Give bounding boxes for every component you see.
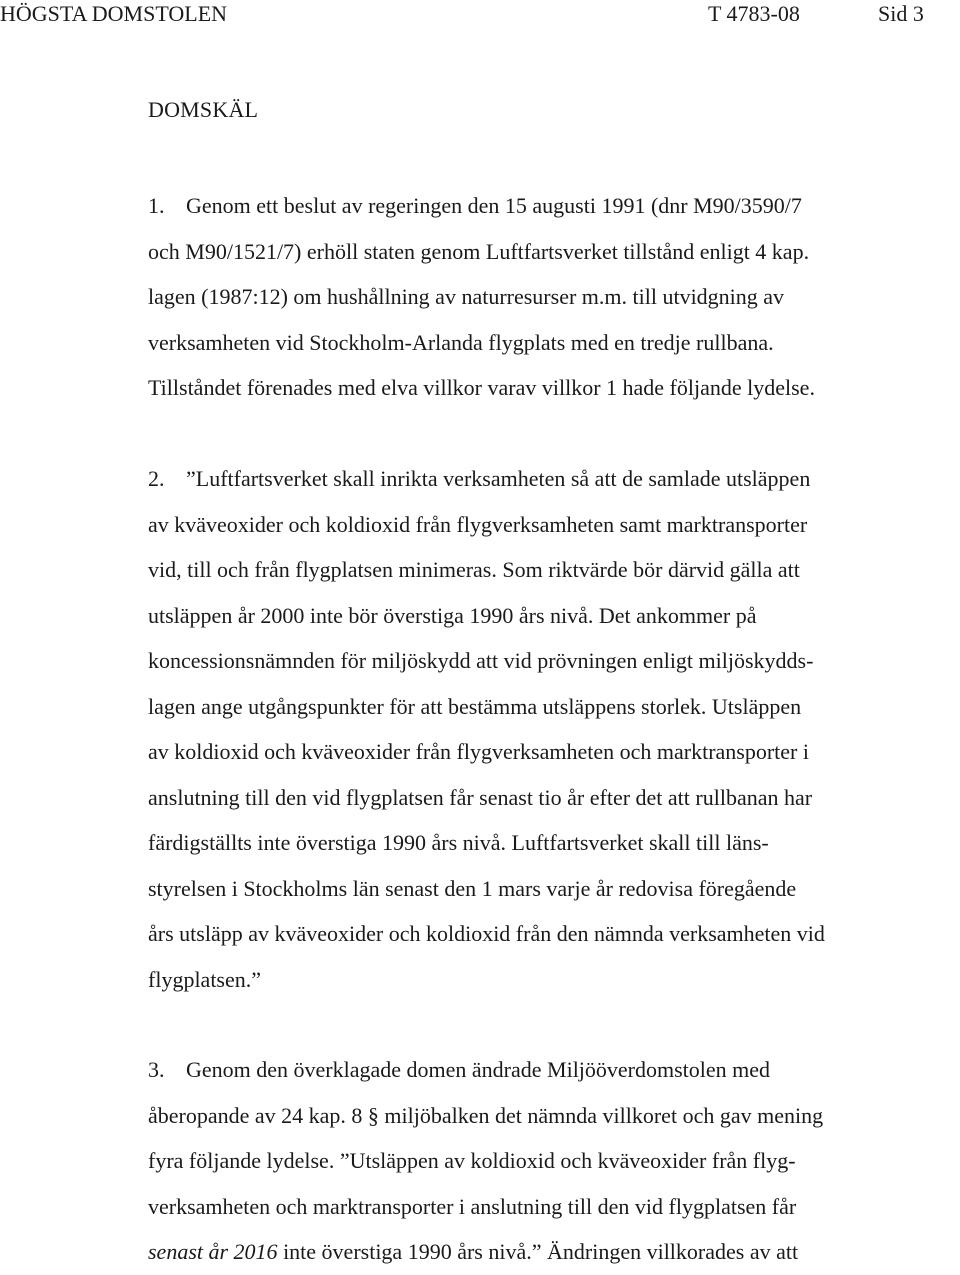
paragraph-line: åberopande av 24 kap. 8 § miljöbalken det nämnda villkoret och gav mening: [148, 1102, 824, 1128]
paragraph-line: fyra följande lydelse. ”Utsläppen av koldioxid och kväveoxider från flyg-: [148, 1148, 796, 1173]
paragraph-line: års utsläpp av kväveoxider och koldioxid från den nämnda verksamheten vid: [148, 921, 825, 946]
section-heading: DOMSKÄL: [148, 97, 259, 122]
page-header: [0, 0, 960, 32]
court-name: HÖGSTA DOMSTOLEN: [0, 1, 228, 26]
paragraph-number: 1.: [148, 193, 165, 218]
paragraph-line: färdigställts inte överstiga 1990 års nivå. Luftfartsverket skall till läns-: [148, 830, 769, 855]
paragraph-line: av kväveoxider och koldioxid från flygverksamheten samt marktransporter: [148, 511, 808, 537]
paragraph-line: styrelsen i Stockholms län senast den 1 mars varje år redovisa föregående: [148, 875, 797, 901]
paragraph-line: flygplatsen.”: [148, 966, 262, 992]
paragraph-line: vid, till och från flygplatsen minimeras. Som riktvärde bör därvid gälla att: [148, 557, 800, 582]
paragraph-line: utsläppen år 2000 inte bör överstiga 1990 års nivå. Det ankommer på: [148, 602, 757, 628]
paragraph-line: lagen ange utgångspunkter för att bestämma utsläppens storlek. Utsläppen: [148, 693, 802, 719]
paragraph-number: 2.: [148, 466, 165, 491]
paragraph-number: 3.: [148, 1057, 165, 1082]
paragraph-line: lagen (1987:12) om hushållning av naturresurser m.m. till utvidgning av: [148, 284, 785, 309]
paragraph-line: verksamheten vid Stockholm-Arlanda flygplats med en tredje rullbana.: [148, 329, 774, 355]
paragraph-2: [148, 456, 960, 1002]
paragraph-3: [148, 1047, 960, 1275]
paragraph-line: 1. Genom ett beslut av regeringen den 15 augusti 1991 (dnr M90/3590/7: [148, 183, 960, 229]
paragraph-line: och M90/1521/7) erhöll staten genom Luftfartsverket tillstånd enligt 4 kap.: [148, 238, 810, 264]
paragraph-line: 3. Genom den överklagade domen ändrade Miljööverdomstolen med: [148, 1047, 960, 1093]
paragraph-line: koncessionsnämnden för miljöskydd att vid prövningen enligt miljöskydds-: [148, 648, 814, 673]
paragraph-line: anslutning till den vid flygplatsen får senast tio år efter det att rullbanan har: [148, 784, 813, 810]
paragraph-line: 2. ”Luftfartsverket skall inrikta verksamheten så att de samlade utsläppen: [148, 456, 960, 502]
case-number: T 4783-08: [708, 1, 800, 26]
paragraph-1: [148, 183, 960, 411]
paragraph-line: senast år 2016 inte överstiga 1990 års nivå.” Ändringen villkorades av att: [148, 1239, 799, 1264]
italic-phrase: senast år 2016: [148, 1239, 278, 1264]
paragraph-line: av koldioxid och kväveoxider från flygverksamheten och marktransporter i: [148, 739, 809, 764]
paragraph-line: verksamheten och marktransporter i anslutning till den vid flygplatsen får: [148, 1193, 797, 1219]
page-number: Sid 3: [878, 1, 924, 26]
paragraph-line: Tillståndet förenades med elva villkor varav villkor 1 hade följande lydelse.: [148, 375, 815, 400]
